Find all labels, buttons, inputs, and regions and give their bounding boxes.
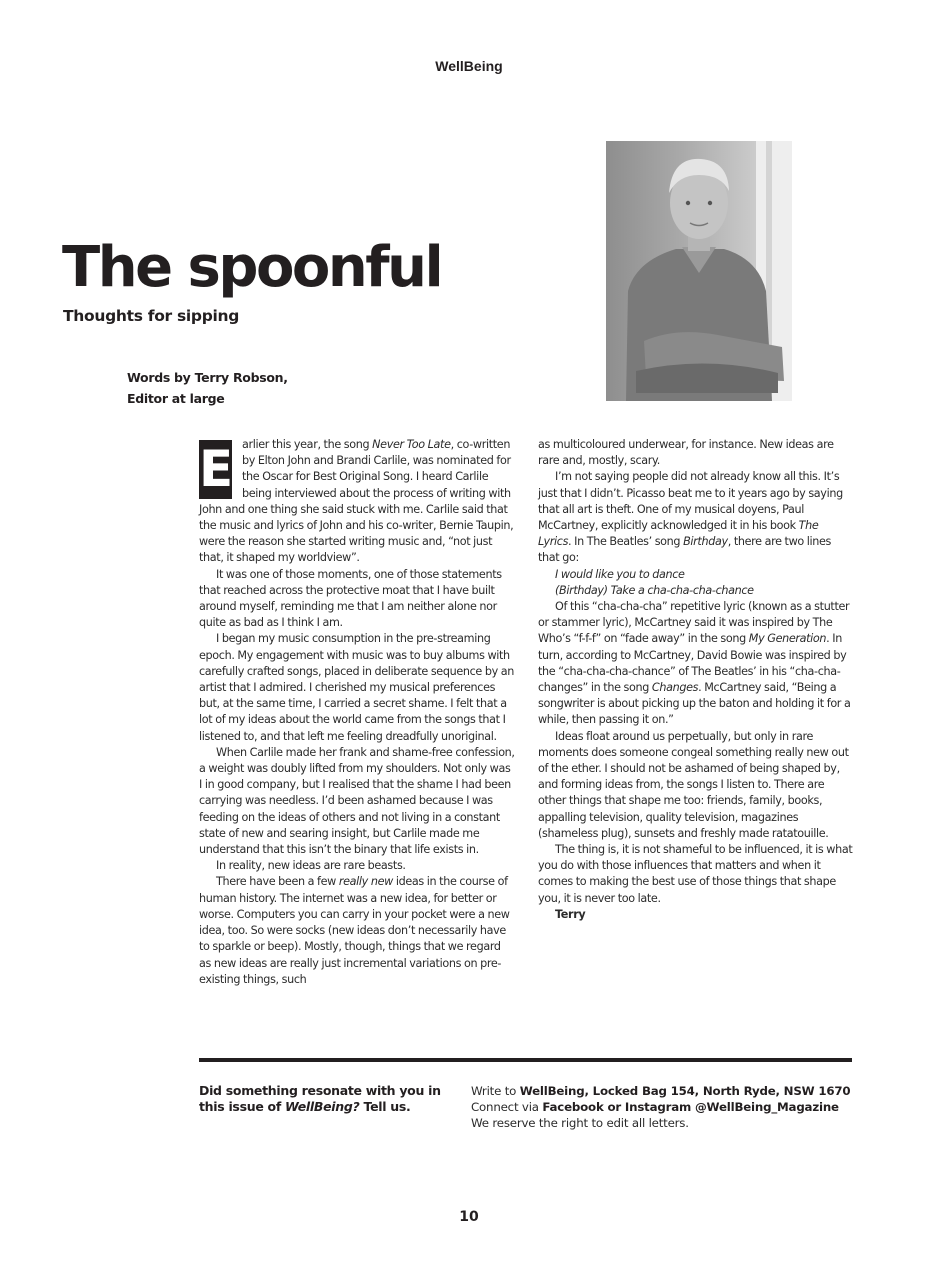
article-column-left [199, 437, 515, 988]
paragraph: The thing is, it is not shameful to be influenced, it is what you do with those influences that matters and when it comes to making the best use of those things that shape you, it is never too late. [538, 843, 853, 905]
letters-contact [471, 1083, 850, 1131]
page-number: 10 [459, 1209, 479, 1225]
write-to-line: Write to WellBeing, Locked Bag 154, North Ryde, NSW 1670 [471, 1084, 851, 1098]
paragraph: as multicoloured underwear, for instance. New ideas are rare and, mostly, scary. [538, 438, 834, 468]
article-title: The spoonful [62, 235, 442, 300]
byline-role: Editor at large [127, 391, 225, 406]
author-portrait-illustration [606, 141, 792, 401]
paragraph: Of this “cha-cha-cha” repetitive lyric (known as a stutter or stammer lyric), McCartney said it was inspired by The Who’s “f-f-f” on “fade away” in the song My Generation. In turn, according to McCartney, David Bowie was inspired by the “cha-cha-cha-chance” of The Beatles’ in his “cha-cha-changes” in the song Changes. McCartney said, “Being a songwriter is about picking up the baton and holding it for a while, then passing it on.” [538, 600, 851, 727]
paragraph: Ideas float around us perpetually, but only in rare moments does someone congeal something really new out of the ether. I should not be ashamed of being shaped by, and forming ideas from, the songs I listen to. There are other things that shape me too: friends, family, books, appalling television, quality television, magazines (shameless plug), sunsets and freshly made ratatouille. [538, 729, 849, 840]
byline [127, 367, 288, 409]
byline-author: Words by Terry Robson, [127, 370, 288, 385]
lyric-line: (Birthday) Take a cha-cha-cha-chance [555, 583, 754, 597]
article-subtitle: Thoughts for sipping [63, 307, 240, 325]
paragraph: There have been a few really new ideas in the course of human history. The internet was a new idea, for better or worse. Computers you can carry in your pocket were a new idea, too. So were socks (new ideas don’t necessarily have to sparkle or beep). Mostly, though, things that we regard as new ideas are really just incremental variations on pre-existing things, such [199, 875, 510, 986]
signature: Terry [555, 907, 586, 921]
paragraph: I’m not saying people did not already know all this. It’s just that I didn’t. Picasso beat me to it years ago by saying that all art is theft. One of my musical doyens, Paul McCartney, explicitly acknowledged it in his book The Lyrics. In The Beatles’ song Birthday, there are two lines that go: [538, 470, 843, 565]
magazine-name: WellBeing [435, 58, 503, 74]
section-divider [199, 1058, 852, 1062]
paragraph: It was one of those moments, one of those statements that reached across the protective moat that I have built around myself, reminding me that I am neither alone nor quite as bad as I think I am. [199, 567, 502, 630]
connect-line: Connect via Facebook or Instagram @WellBeing_Magazine [471, 1100, 839, 1114]
postal-address: WellBeing, Locked Bag 154, North Ryde, NSW 1670 [519, 1084, 851, 1098]
paragraph: I began my music consumption in the pre-streaming epoch. My engagement with music was to buy albums with carefully crafted songs, placed in deliberate sequence by an artist that I admired. I cherished my musical preferences but, at the same time, I carried a secret shame. I felt that a lot of my ideas about the world came from the songs that I listened to, and that left me feeling dreadfully unoriginal. [199, 632, 515, 743]
paragraph: In reality, new ideas are rare beasts. [216, 859, 406, 873]
letters-prompt: Did something resonate with you in this issue of WellBeing? Tell us. [199, 1083, 441, 1114]
lyric-line: I would like you to dance [555, 567, 685, 581]
drop-cap: E [199, 440, 233, 498]
editing-note: We reserve the right to edit all letters. [471, 1116, 689, 1130]
author-photo [606, 141, 792, 401]
paragraph: arlier this year, the song Never Too Late, co-written by Elton John and Brandi Carlile, was nominated for the Oscar for Best Original Song. I heard Carlile being interviewed about the process of writing with John and one thing she said stuck with me. Carlile said that the music and lyrics of John and his co-writer, Bernie Taupin, were the reason she started writing music and, “not just that, it shaped my worldview”. [199, 438, 514, 565]
social-handle: Facebook or Instagram @WellBeing_Magazine [542, 1100, 839, 1114]
article-column-right [538, 437, 854, 923]
paragraph: When Carlile made her frank and shame-free confession, a weight was doubly lifted from my shoulders. Not only was I in good company, but I realised that the shame I had been carrying was needless. I’d been ashamed because I was feeding on the ideas of others and not living in a constant state of new and searing insight, but Carlile made me understand that this isn’t the binary that life exists in. [199, 745, 515, 857]
